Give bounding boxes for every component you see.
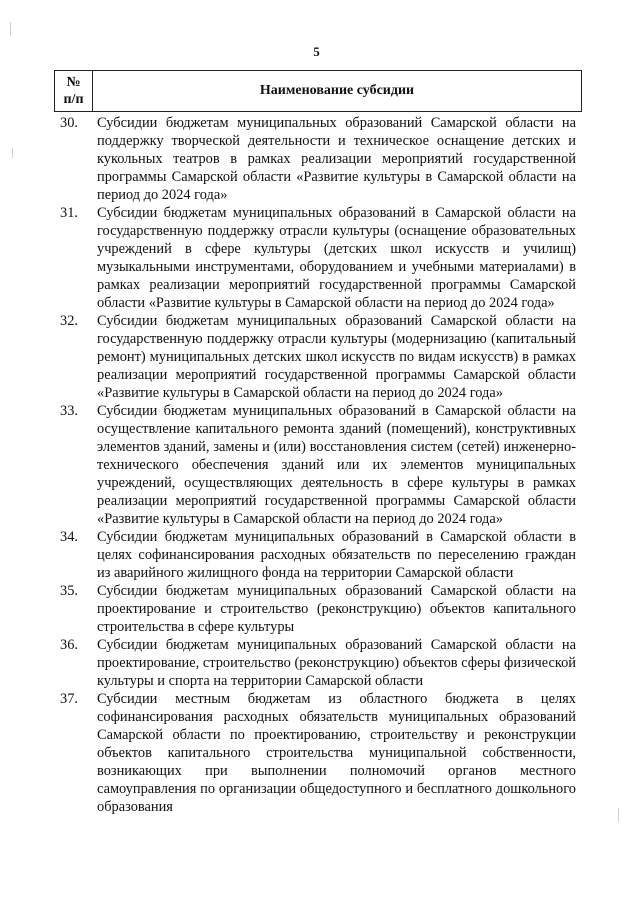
header-number-column: [55, 71, 93, 111]
table-header: [54, 70, 582, 112]
entry-number: 32.: [60, 313, 78, 329]
entry-number: 35.: [60, 583, 78, 599]
entry-number: 37.: [60, 691, 78, 707]
scan-mark-right: [618, 808, 619, 822]
subsidy-entry-37: [60, 690, 576, 816]
header-number-abbrev: п/п: [63, 92, 84, 107]
subsidy-entry-34: [60, 528, 576, 582]
entry-text: Субсидии бюджетам муниципальных образований Самарской области на проектирование, строительство (реконструкцию) объектов сферы физической культуры и спорта на территории Самарской области: [97, 637, 576, 689]
entry-number: 31.: [60, 205, 78, 221]
header-number-sign: №: [66, 75, 81, 90]
subsidy-entry-35: [60, 582, 576, 636]
entry-text: Субсидии бюджетам муниципальных образований Самарской области на поддержку творческой деятельности и техническое оснащение детских и кукольных театров в рамках реализации мероприятий государственной программы Самарской области «Развитие культуры в Самарской области на период до 2024 года»: [97, 115, 576, 203]
subsidy-entry-32: [60, 312, 576, 402]
entry-text: Субсидии бюджетам муниципальных образований Самарской области на проектирование и строительство (реконструкцию) объектов капитального строительства в сфере культуры: [97, 583, 576, 635]
entry-number: 30.: [60, 115, 78, 131]
page-number: 5: [313, 44, 320, 59]
entry-text: Субсидии бюджетам муниципальных образований Самарской области на государственную поддержку отрасли культуры (модернизацию (капитальный ремонт) муниципальных детских школ искусств по видам искусств) в рамках реализации мероприятий государственной программы Самарской области «Развитие культуры в Самарской области на период до 2024 года»: [97, 313, 576, 401]
scan-mark-left-lower: [12, 148, 13, 158]
subsidy-entry-30: [60, 114, 576, 204]
header-subsidy-name: Наименование субсидии: [259, 83, 415, 98]
subsidy-entry-33: [60, 402, 576, 528]
entry-text: Субсидии бюджетам муниципальных образований в Самарской области на государственную поддержку отрасли культуры (оснащение образовательных учреждений в сфере культуры (детских школ искусств и училищ) музыкальными инструментами, оборудованием и учебными материалами) в рамках реализации мероприятий государственной программы Самарской области «Развитие культуры в Самарской области на период до 2024 года»: [97, 205, 576, 311]
entry-number: 36.: [60, 637, 78, 653]
scan-mark-left: [10, 22, 11, 36]
entry-text: Субсидии местным бюджетам из областного бюджета в целях софинансирования расходных обязательств муниципальных образований Самарской области по проектированию, строительству и реконструкции объектов капитального строительства муниципальной собственности, возникающих при выполнении полномочий органов местного самоуправления по организации общедоступного и бесплатного дошкольного образования: [97, 691, 576, 815]
entry-number: 34.: [60, 529, 78, 545]
entry-text: Субсидии бюджетам муниципальных образований в Самарской области на осуществление капитального ремонта зданий (помещений), конструктивных элементов зданий, замены и (или) восстановления систем (сетей) инженерно-технического обеспечения зданий или их элементов муниципальных учреждений, осуществляющих деятельность в сфере культуры в рамках реализации мероприятий государственной программы Самарской области «Развитие культуры в Самарской области на период до 2024 года»: [97, 403, 576, 527]
subsidy-entry-36: [60, 636, 576, 690]
subsidy-entry-31: [60, 204, 576, 312]
entry-number: 33.: [60, 403, 78, 419]
entry-text: Субсидии бюджетам муниципальных образований в Самарской области в целях софинансирования расходных обязательств по переселению граждан из аварийного жилищного фонда на территории Самарской области: [97, 529, 576, 581]
subsidy-list: [60, 114, 576, 816]
